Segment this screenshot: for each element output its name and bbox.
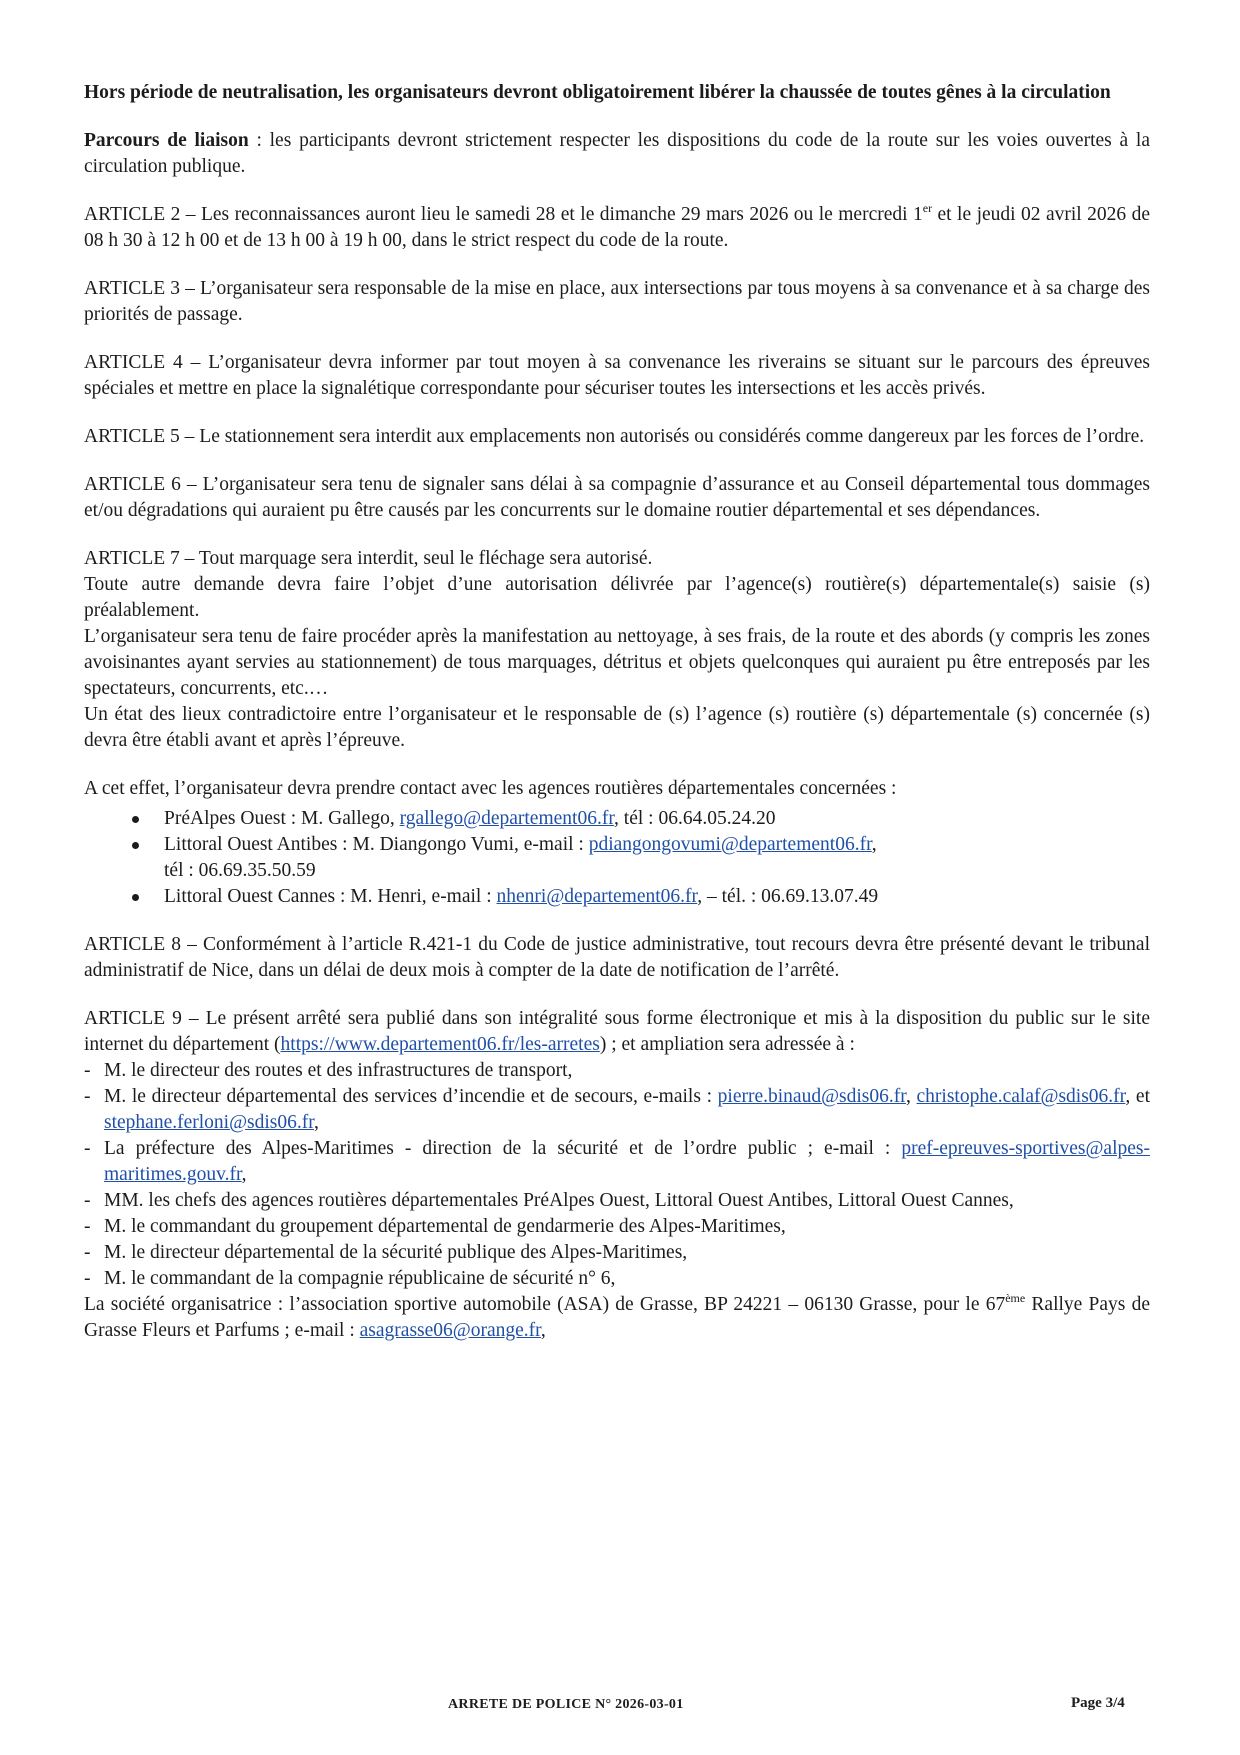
document-body	[84, 80, 1150, 1366]
email-link[interactable]: pref-epreuves-sportives@alpes-maritimes.gouv.fr	[104, 1138, 1150, 1185]
liaison-paragraph: Parcours de liaison : les participants devront strictement respecter les dispositions du code de la route sur les voies ouvertes à la circulation publique.	[84, 130, 1150, 177]
email-link[interactable]: pdiangongovumi@departement06.fr	[588, 834, 872, 855]
recipient-item: - M. le commandant du groupement départemental de gendarmerie des Alpes-Maritimes,	[84, 1214, 1150, 1240]
article-3: ARTICLE 3 – L’organisateur sera responsable de la mise en place, aux intersections par tous moyens à sa convenance et à sa charge des priorités de passage.	[84, 278, 1150, 325]
article-8: ARTICLE 8 – Conformément à l’article R.421-1 du Code de justice administrative, tout recours devra être présenté devant le tribunal administratif de Nice, dans un délai de deux mois à compter de la date de notification de l’arrêté.	[84, 934, 1150, 981]
contact-littoral-cannes: Littoral Ouest Cannes : M. Henri, e-mail : nhenri@departement06.fr, – tél. : 06.69.13.07.49	[128, 884, 1150, 910]
article-6: ARTICLE 6 – L’organisateur sera tenu de signaler sans délai à sa compagnie d’assurance et au Conseil départemental tous dommages et/ou dégradations qui auraient pu être causés par les concurrents sur le domaine routier départemental et ses dépendances.	[84, 474, 1150, 521]
email-link[interactable]: pierre.binaud@sdis06.fr	[717, 1086, 906, 1107]
recipient-item: - La préfecture des Alpes-Maritimes - direction de la sécurité et de l’ordre public ; e-mail : pref-epreuves-sportives@alpes-maritimes.gouv.fr,	[84, 1136, 1150, 1188]
contact-prealpes-ouest: PréAlpes Ouest : M. Gallego, rgallego@departement06.fr, tél : 06.64.05.24.20	[128, 806, 1150, 832]
contact-littoral-antibes: Littoral Ouest Antibes : M. Diangongo Vumi, e-mail : pdiangongovumi@departement06.fr, tél : 06.69.35.50.59	[128, 832, 1150, 884]
liaison-label: Parcours de liaison	[84, 130, 249, 151]
recipient-item: - M. le directeur départemental des services d’incendie et de secours, e-mails : pierre.binaud@sdis06.fr, christophe.calaf@sdis06.fr, et stephane.ferloni@sdis06.fr,	[84, 1084, 1150, 1136]
article-7-line1: ARTICLE 7 – Tout marquage sera interdit, seul le fléchage sera autorisé.	[84, 548, 653, 569]
website-link[interactable]: https://www.departement06.fr/les-arretes	[280, 1034, 600, 1055]
recipient-item: - M. le directeur départemental de la sécurité publique des Alpes-Maritimes,	[84, 1240, 1150, 1266]
organiser-paragraph: La société organisatrice : l’association sportive automobile (ASA) de Grasse, BP 24221 – 06130 Grasse, pour le 67ème Rallye Pays de Grasse Fleurs et Parfums ; e-mail : asagrasse06@orange.fr,	[84, 1291, 1150, 1341]
article-4: ARTICLE 4 – L’organisateur devra informer par tout moyen à sa convenance les riverains se situant sur le parcours des épreuves spéciales et mettre en place la signalétique correspondante pour sécuriser toutes les intersections et les accès privés.	[84, 352, 1150, 399]
email-link[interactable]: rgallego@departement06.fr	[399, 808, 615, 829]
article-7-line4: Un état des lieux contradictoire entre l’organisateur et le responsable de (s) l’agence (s) routière (s) départementale (s) concernée (s) devra être établi avant et après l’épreuve.	[84, 704, 1150, 751]
article-7-line3: L’organisateur sera tenu de faire procéder après la manifestation au nettoyage, à ses frais, de la route et des abords (y compris les zones avoisinantes ayant servies au stationnement) de tous marquages, détritus et objets quelconques qui auraient pu être entreposés par les spectateurs, concurrents, etc.…	[84, 626, 1150, 699]
recipient-item: - M. le commandant de la compagnie républicaine de sécurité n° 6,	[84, 1266, 1150, 1292]
article-2: ARTICLE 2 – Les reconnaissances auront lieu le samedi 28 et le dimanche 29 mars 2026 ou le mercredi 1er et le jeudi 02 avril 2026 de 08 h 30 à 12 h 00 et de 13 h 00 à 19 h 00, dans le strict respect du code de la route.	[84, 201, 1150, 251]
email-link[interactable]: asagrasse06@orange.fr	[359, 1320, 541, 1341]
article-5: ARTICLE 5 – Le stationnement sera interdit aux emplacements non autorisés ou considérés comme dangereux par les forces de l’ordre.	[84, 426, 1145, 447]
recipient-item: - MM. les chefs des agences routières départementales PréAlpes Ouest, Littoral Ouest Antibes, Littoral Ouest Cannes,	[84, 1188, 1150, 1214]
email-link[interactable]: stephane.ferloni@sdis06.fr	[104, 1112, 314, 1133]
article-7-line2: Toute autre demande devra faire l’objet d’une autorisation délivrée par l’agence(s) routière(s) départementale(s) saisie (s) préalablement.	[84, 574, 1150, 621]
email-link[interactable]: nhenri@departement06.fr	[496, 886, 698, 907]
page-number: Page 3/4	[1071, 1695, 1125, 1711]
footer-title: ARRETE DE POLICE N° 2026-03-01	[448, 1697, 684, 1712]
article-9: ARTICLE 9 – Le présent arrêté sera publié dans son intégralité sous forme électronique et mis à la disposition du public sur le site internet du département (https://www.departement06.fr/les-arretes) ; et ampliation sera adressée à :	[84, 1008, 1150, 1055]
recipient-item: - M. le directeur des routes et des infrastructures de transport,	[84, 1058, 1150, 1084]
neutralisation-notice: Hors période de neutralisation, les organisateurs devront obligatoirement libérer la chaussée de toutes gênes à la circulation	[84, 82, 1111, 103]
contacts-intro: A cet effet, l’organisateur devra prendre contact avec les agences routières départementales concernées :	[84, 778, 897, 799]
contacts-list	[84, 806, 1150, 910]
email-link[interactable]: christophe.calaf@sdis06.fr	[916, 1086, 1126, 1107]
recipients-list	[84, 1058, 1150, 1292]
